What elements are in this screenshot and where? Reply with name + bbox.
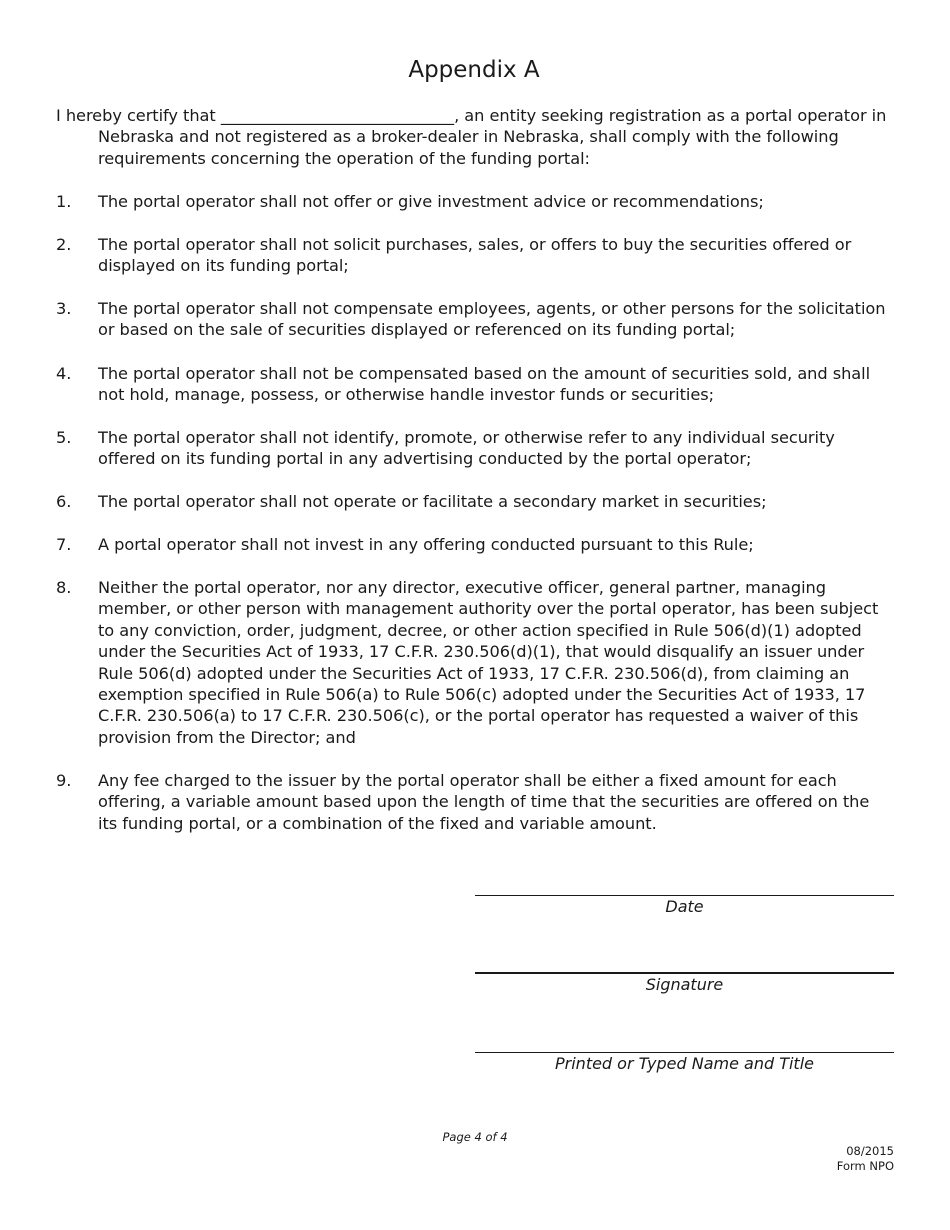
form-info: [837, 1144, 894, 1173]
requirement-item-5: [56, 427, 886, 470]
item-text: A portal operator shall not invest in any offering conducted pursuant to this Rule;: [98, 535, 754, 554]
item-text: Any fee charged to the issuer by the portal operator shall be either a fixed amount for each offering, a variable amount based upon the length of time that the securities are offered on the its funding portal, or a combination of the fixed and variable amount.: [98, 771, 870, 833]
form-date: 08/2015: [846, 1144, 894, 1158]
item-number: 9.: [56, 771, 72, 790]
page-title: Appendix A: [408, 57, 540, 83]
signature-field[interactable]: [475, 972, 894, 995]
item-text: The portal operator shall not offer or give investment advice or recommendations;: [98, 192, 764, 211]
item-text: The portal operator shall not compensate employees, agents, or other persons for the solicitation or based on the sale of securities displayed or referenced on its funding portal;: [98, 299, 886, 340]
item-text: The portal operator shall not operate or facilitate a secondary market in securities;: [98, 492, 767, 511]
name-title-field[interactable]: [475, 1052, 894, 1074]
date-field[interactable]: [475, 895, 894, 917]
item-number: 2.: [56, 235, 72, 254]
item-number: 3.: [56, 299, 72, 318]
item-number: 8.: [56, 578, 72, 597]
item-number: 6.: [56, 492, 72, 511]
item-number: 5.: [56, 428, 72, 447]
requirement-item-3: [56, 298, 886, 341]
page-number: Page 4 of 4: [442, 1130, 508, 1144]
requirement-item-6: [56, 491, 886, 512]
name-title-line: [475, 1052, 894, 1053]
item-text: The portal operator shall not solicit purchases, sales, or offers to buy the securities offered or displayed on its funding portal;: [98, 235, 852, 276]
requirement-item-4: [56, 363, 886, 406]
signature-label: Signature: [645, 975, 724, 994]
item-text: Neither the portal operator, nor any director, executive officer, general partner, managing member, or other person with management authority over the portal operator, has been subject to any conviction, order, judgment, decree, or other action specified in Rule 506(d)(1) adopted under the Securities Act of 1933, 17 C.F.R. 230.506(d)(1), that would disqualify an issuer under Rule 506(d) adopted under the Securities Act of 1933, 17 C.F.R. 230.506(d), from claiming an exemption specified in Rule 506(a) to Rule 506(c) adopted under the Securities Act of 1933, 17 C.F.R. 230.506(a) to 17 C.F.R. 230.506(c), or the portal operator has requested a waiver of this provision from the Director; and: [98, 578, 879, 747]
item-number: 7.: [56, 535, 72, 554]
item-text: The portal operator shall not identify, promote, or otherwise refer to any individual security offered on its funding portal in any advertising conducted by the portal operator;: [98, 428, 835, 469]
requirement-item-8: [56, 577, 886, 748]
item-number: 1.: [56, 192, 72, 211]
requirement-item-1: [56, 191, 886, 212]
requirement-item-7: [56, 534, 886, 555]
date-line: [475, 895, 894, 896]
date-label: Date: [665, 897, 704, 916]
signature-line: [475, 972, 894, 974]
requirement-item-2: [56, 234, 886, 277]
name-title-label: Printed or Typed Name and Title: [555, 1054, 814, 1073]
item-number: 4.: [56, 364, 72, 383]
item-text: The portal operator shall not be compensated based on the amount of securities sold, and shall not hold, manage, possess, or otherwise handle investor funds or securities;: [98, 364, 871, 405]
requirement-item-9: [56, 770, 886, 834]
certification-intro: I hereby certify that _____________________________, an entity seeking registration as a portal operator in Nebraska and not registered as a broker-dealer in Nebraska, shall comply with the following requirements concerning the operation of the funding portal:: [56, 106, 887, 168]
form-name: Form NPO: [836, 1158, 894, 1173]
